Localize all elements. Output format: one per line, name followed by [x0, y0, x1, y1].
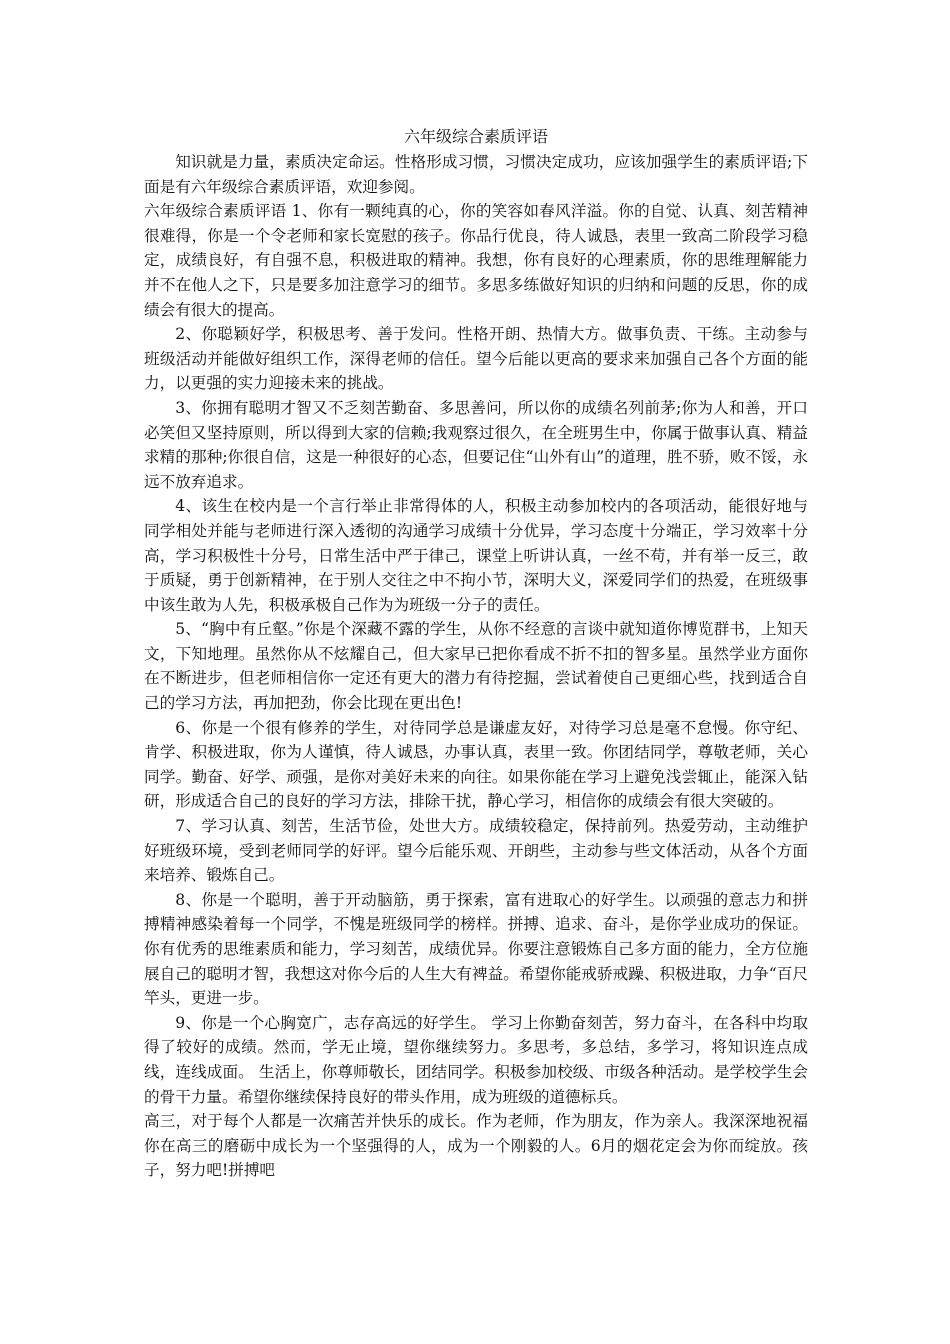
- document-page: [144, 124, 808, 1183]
- comment-5-paragraph: 5、“胸中有丘壑。”你是个深藏不露的学生，从你不经意的言谈中就知道你博览群书，上知天文，下知地理。虽然你从不炫耀自己，但大家早已把你看成不折不扣的智多星。虽然学业方面你在不断进步，但老师相信你一定还有更大的潜力有待挖掘，尝试着使自己更细心些，找到适合自己的学习方法，再加把劲，你会比现在更出色!: [144, 620, 808, 713]
- document-title: 六年级综合素质评语: [403, 127, 548, 146]
- section-heading: 六年级综合素质评语: [144, 202, 287, 221]
- comment-4-paragraph: 4、该生在校内是一个言行举止非常得体的人，积极主动参加校内的各项活动，能很好地与同学相处并能与老师进行深入透彻的沟通学习成绩十分优异，学习态度十分端正，学习效率十分高，学习积极性十分号，日常生活中严于律己，课堂上听讲认真，一丝不苟，并有举一反三，敢于质疑，勇于创新精神，在于别人交往之中不拘小节，深明大义，深爱同学们的热爱，在班级事中该生敢为人先，积极承极自己作为为班级一分子的责任。: [144, 497, 808, 614]
- comment-3-paragraph: 3、你拥有聪明才智又不乏刻苦勤奋、多思善问，所以你的成绩名列前茅;你为人和善，开口必笑但又坚持原则，所以得到大家的信赖;我观察过很久，在全班男生中，你属于做事认真、精益求精的那种;你很自信，这是一种很好的心态，但要记住“山外有山”的道理，胜不骄，败不馁，永远不放弃追求。: [144, 398, 808, 491]
- comment-1-text: 1、你有一颗纯真的心，你的笑容如春风洋溢。你的自觉、认真、刻苦精神很难得，你是一个令老师和家长宽慰的孩子。你品行优良，待人诚恳，表里一致高二阶段学习稳定，成绩良好，有自强不息，积极进取的精神。我想，你有良好的心理素质，你的思维理解能力并不在他人之下，只是要多加注意学习的细节。多思多练做好知识的归纳和问题的反思，你的成绩会有很大的提高。: [144, 202, 808, 319]
- comment-8-paragraph: 8、你是一个聪明，善于开动脑筋，勇于探索，富有进取心的好学生。以顽强的意志力和拼搏精神感染着每一个同学，不愧是班级同学的榜样。拼搏、追求、奋斗，是你学业成功的保证。你有优秀的思维素质和能力，学习刻苦，成绩优异。你要注意锻炼自己多方面的能力，全方位施展自己的聪明才智，我想这对你今后的人生大有裨益。希望你能戒骄戒躁、积极进取，力争“百尺竿头，更进一步。: [144, 890, 808, 1008]
- closing-paragraph: 高三，对于每个人都是一次痛苦并快乐的成长。作为老师，作为朋友，作为亲人。我深深地祝福你在高三的磨砺中成长为一个坚强得的人，成为一个刚毅的人。6月的烟花定会为你而绽放。孩子，努力吧!拼搏吧: [144, 1112, 808, 1180]
- comment-9-paragraph: 9、你是一个心胸宽广，志存高远的好学生。 学习上你勤奋刻苦，努力奋斗，在各科中均取得了较好的成绩。然而，学无止境，望你继续努力。多思考，多总结，多学习，将知识连点成线，连线成面。 生活上，你尊师敬长，团结同学。积极参加校级、市级各种活动。是学校学生会的骨干力量。希望你继续保持良好的带头作用，成为班级的道德标兵。: [144, 1013, 808, 1106]
- comment-1-paragraph: [144, 199, 808, 322]
- comment-2-paragraph: 2、你聪颖好学，积极思考、善于发问。性格开朗、热情大方。做事负责、干练。主动参与班级活动并能做好组织工作，深得老师的信任。望今后能以更高的要求来加强自己各个方面的能力，以更强的实力迎接未来的挑战。: [144, 325, 808, 393]
- intro-paragraph: 知识就是力量，素质决定命运。性格形成习惯，习惯决定成功，应该加强学生的素质评语;下面是有六年级综合素质评语，欢迎参阅。: [144, 153, 808, 196]
- comment-7-paragraph: 7、学习认真、刻苦，生活节俭，处世大方。成绩较稳定，保持前列。热爱劳动，主动维护好班级环境，受到老师同学的好评。望今后能乐观、开朗些，主动参与些文体活动，从各个方面来培养、锻炼自己。: [144, 817, 808, 885]
- comment-6-paragraph: 6、你是一个很有修养的学生，对待同学总是谦虚友好，对待学习总是毫不怠慢。你守纪、肯学、积极进取，你为人谨慎，待人诚恳，办事认真，表里一致。你团结同学，尊敬老师，关心同学。勤奋、好学、顽强，是你对美好未来的向往。如果你能在学习上避免浅尝辄止，能深入钻研，形成适合自己的良好的学习方法，排除干扰，静心学习，相信你的成绩会有很大突破的。: [144, 718, 808, 811]
